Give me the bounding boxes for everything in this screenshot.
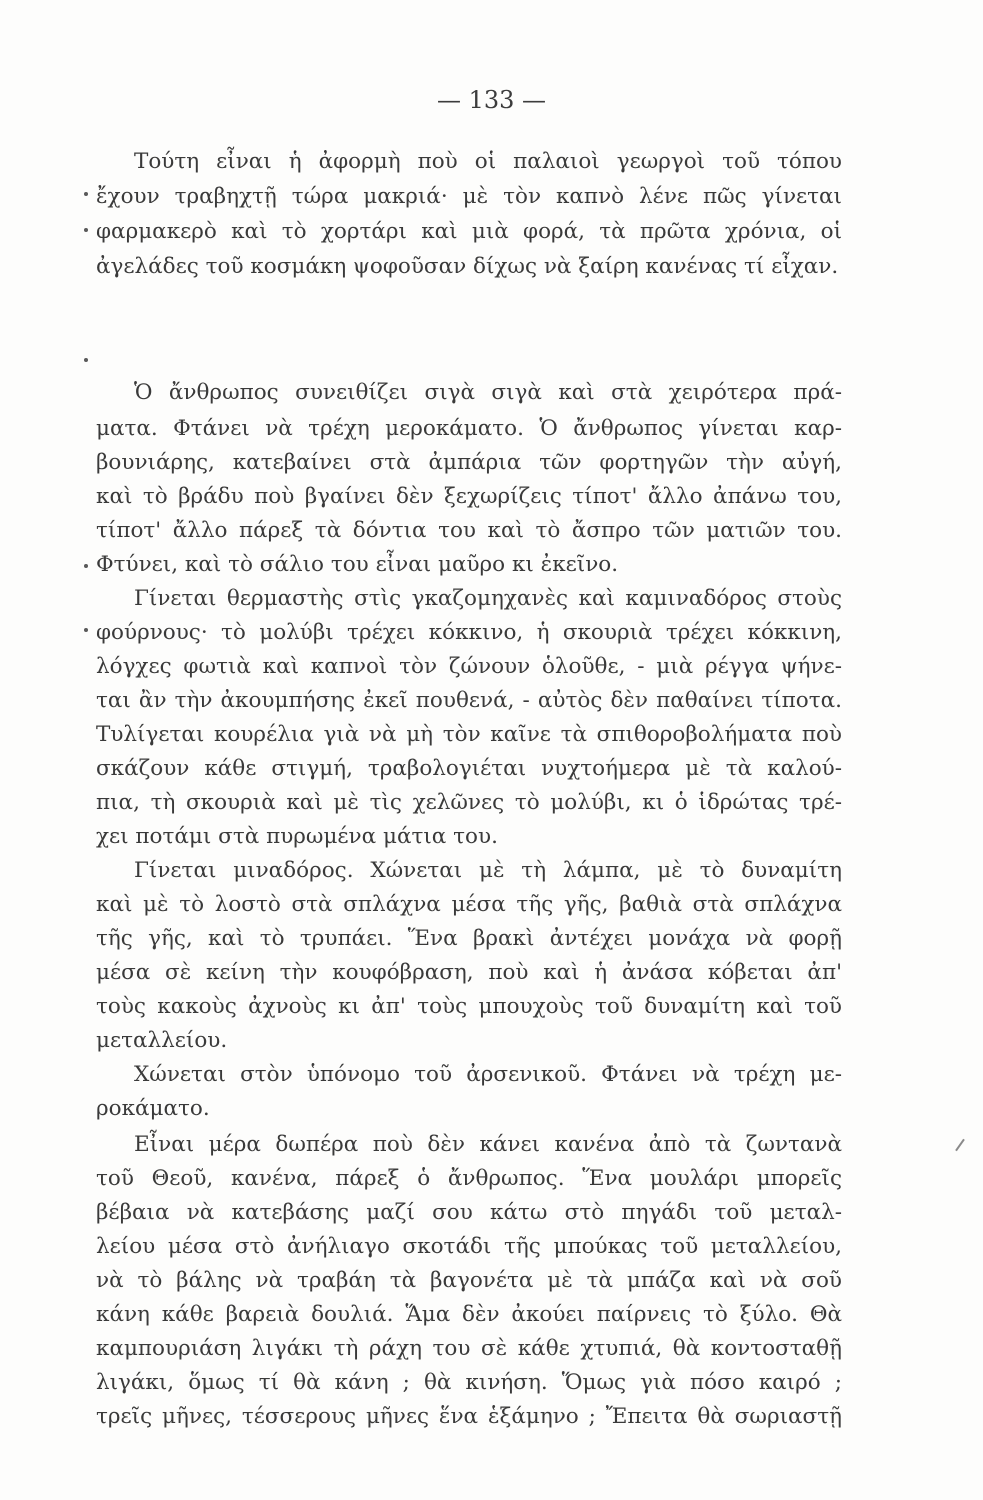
text-line: πια, τὴ σκουριὰ καὶ μὲ τὶς χελῶνες τὸ μολύβι, κι ὁ ἱδρώτας τρέ- bbox=[96, 790, 842, 815]
scan-speck bbox=[84, 358, 88, 362]
text-line: Εἶναι μέρα δωπέρα ποὺ δὲν κάνει κανένα ἀπὸ τὰ ζωντανὰ bbox=[134, 1132, 842, 1157]
text-line: σκάζουν κάθε στιγμή, τραβολογιέται νυχτοήμερα μὲ τὰ καλού- bbox=[96, 756, 842, 781]
text-line: μέσα σὲ κείνη τὴν κουφόβραση, ποὺ καὶ ἡ ἀνάσα κόβεται ἀπ' bbox=[96, 960, 842, 985]
text-line: φαρμακερὸ καὶ τὸ χορτάρι καὶ μιὰ φορά, τὰ πρῶτα χρόνια, οἱ bbox=[96, 219, 842, 244]
text-line: φούρνους· τὸ μολύβι τρέχει κόκκινο, ἡ σκουριὰ τρέχει κόκκινη, bbox=[96, 620, 842, 645]
text-line: τοὺς κακοὺς ἀχνοὺς κι ἀπ' τοὺς μπουχοὺς τοῦ δυναμίτη καὶ τοῦ bbox=[96, 994, 842, 1019]
text-line: Χώνεται στὸν ὑπόνομο τοῦ ἀρσενικοῦ. Φτάνει νὰ τρέχη με- bbox=[134, 1062, 842, 1087]
text-line: Γίνεται θερμαστὴς στὶς γκαζομηχανὲς καὶ καμιναδόρος στοὺς bbox=[134, 586, 842, 611]
text-line: τοῦ Θεοῦ, κανένα, πάρεξ ὁ ἄνθρωπος. Ἕνα μουλάρι μπορεῖς bbox=[96, 1166, 842, 1191]
text-line: μεταλλείου. bbox=[96, 1028, 228, 1053]
page-number: — 133 — bbox=[436, 86, 547, 114]
scan-speck bbox=[84, 228, 88, 232]
text-line: καὶ τὸ βράδυ ποὺ βγαίνει δὲν ξεχωρίζεις τίποτ' ἄλλο ἀπάνω του, bbox=[96, 484, 842, 509]
text-line: βουνιάρης, κατεβαίνει στὰ ἀμπάρια τῶν φορτηγῶν τὴν αὐγή, bbox=[96, 450, 842, 475]
text-line: τῆς γῆς, καὶ τὸ τρυπάει. Ἕνα βρακὶ ἀντέχει μονάχα νὰ φορῇ bbox=[96, 926, 842, 951]
text-line: καμπουριάση λιγάκι τὴ ράχη του σὲ κάθε χτυπιά, θὰ κοντοσταθῇ bbox=[96, 1336, 842, 1361]
text-line: Τούτη εἶναι ἡ ἀφορμὴ ποὺ οἱ παλαιοὶ γεωργοὶ τοῦ τόπου bbox=[134, 149, 842, 174]
text-line: κάνη κάθε βαρειὰ δουλιά. Ἅμα δὲν ἀκούει παίρνεις τὸ ξύλο. Θὰ bbox=[96, 1302, 842, 1327]
scan-speck bbox=[84, 628, 88, 632]
scan-speck bbox=[84, 564, 88, 568]
text-line: ἀγελάδες τοῦ κοσμάκη ψοφοῦσαν δίχως νὰ ξαίρη κανένας τί εἶχαν. bbox=[96, 254, 839, 279]
text-line: ροκάματο. bbox=[96, 1096, 210, 1121]
text-line: καὶ μὲ τὸ λοστὸ στὰ σπλάχνα μέσα τῆς γῆς, βαθιὰ στὰ σπλάχνα bbox=[96, 892, 842, 917]
text-line: λείου μέσα στὸ ἀνήλιαγο σκοτάδι τῆς μπούκας τοῦ μεταλλείου, bbox=[96, 1234, 842, 1259]
text-line: χει ποτάμι στὰ πυρωμένα μάτια του. bbox=[96, 824, 498, 849]
text-line: λόγχες φωτιὰ καὶ καπνοὶ τὸν ζώνουν ὁλοῦθε, - μιὰ ρέγγα ψήνε- bbox=[96, 654, 842, 679]
text-line: βέβαια νὰ κατεβάσης μαζί σου κάτω στὸ πηγάδι τοῦ μεταλ- bbox=[96, 1200, 842, 1225]
text-line: νὰ τὸ βάλης νὰ τραβάη τὰ βαγονέτα μὲ τὰ μπάζα καὶ νὰ σοῦ bbox=[96, 1268, 842, 1293]
text-line: ται ἂν τὴν ἀκουμπήσης ἐκεῖ πουθενά, - αὐτὸς δὲν παθαίνει τίποτα. bbox=[96, 688, 842, 713]
text-line: ματα. Φτάνει νὰ τρέχη μεροκάματο. Ὁ ἄνθρωπος γίνεται καρ- bbox=[96, 416, 842, 441]
scan-mark bbox=[955, 1139, 965, 1152]
text-line: Γίνεται μιναδόρος. Χώνεται μὲ τὴ λάμπα, μὲ τὸ δυναμίτη bbox=[134, 858, 842, 883]
text-line: τρεῖς μῆνες, τέσσερους μῆνες ἕνα ἑξάμηνο ; Ἔπειτα θὰ σωριαστῇ bbox=[96, 1404, 842, 1429]
text-line: Φτύνει, καὶ τὸ σάλιο του εἶναι μαῦρο κι ἐκεῖνο. bbox=[96, 552, 619, 577]
text-line: τίποτ' ἄλλο πάρεξ τὰ δόντια του καὶ τὸ ἄσπρο τῶν ματιῶν του. bbox=[96, 518, 842, 543]
text-line: Τυλίγεται κουρέλια γιὰ νὰ μὴ τὸν καῖνε τὰ σπιθοροβολήματα ποὺ bbox=[96, 722, 842, 747]
text-line: λιγάκι, ὅμως τί θὰ κάνη ; θὰ κινήση. Ὅμως γιὰ πόσο καιρό ; bbox=[96, 1370, 842, 1395]
text-line: ἔχουν τραβηχτῇ τώρα μακριά· μὲ τὸν καπνὸ λένε πῶς γίνεται bbox=[96, 184, 842, 209]
text-line: Ὁ ἄνθρωπος συνειθίζει σιγὰ σιγὰ καὶ στὰ χειρότερα πρά- bbox=[134, 380, 842, 405]
scan-speck bbox=[84, 192, 88, 196]
